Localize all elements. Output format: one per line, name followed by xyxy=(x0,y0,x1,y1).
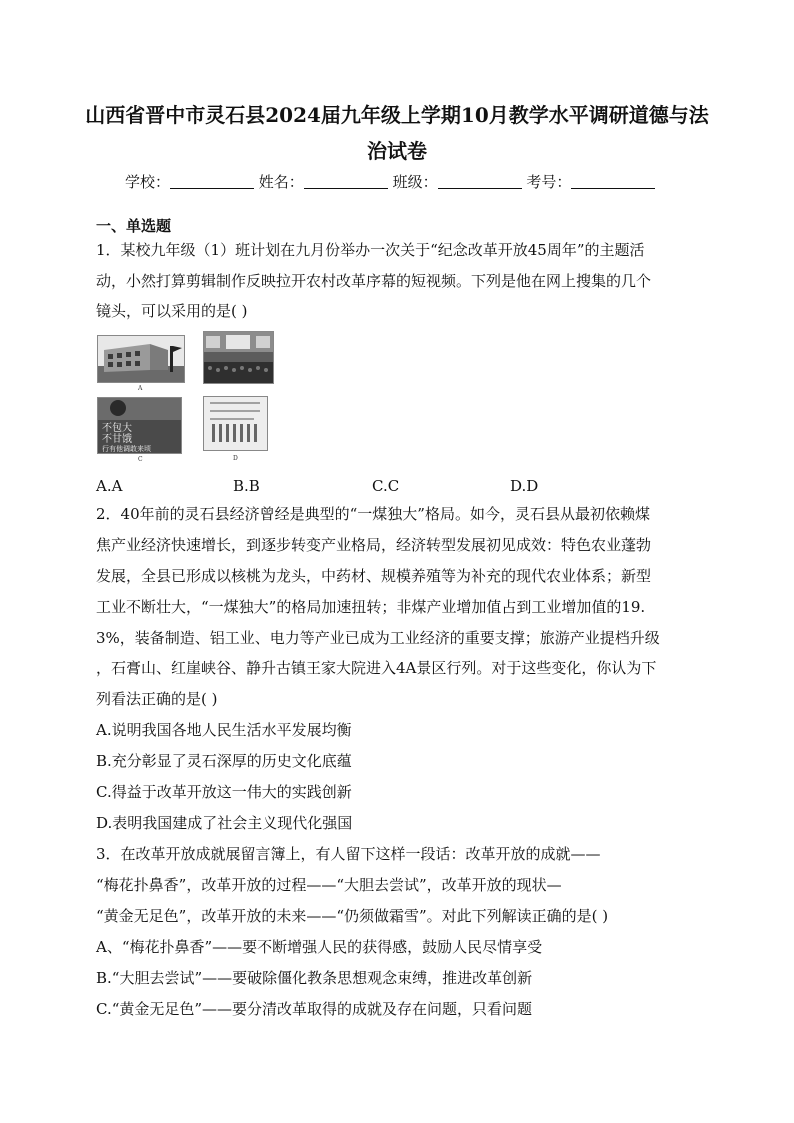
q2-line-6: ，石膏山、红崖峡谷、静升古镇王家大院进入4A景区行列。对于这些变化，你认为下 xyxy=(96,659,657,677)
class-blank[interactable] xyxy=(438,174,522,189)
q1-caption-a: A xyxy=(138,385,143,392)
calligraphy-photo-icon xyxy=(98,398,181,453)
q2-option-d[interactable]: D.表明我国建成了社会主义现代化强国 xyxy=(96,814,353,832)
q1-option-d[interactable]: D.D xyxy=(510,477,539,495)
q1-caption-d: D xyxy=(233,455,238,462)
school-blank[interactable] xyxy=(170,174,254,189)
name-label: 姓名： xyxy=(258,173,304,191)
class-label: 班级： xyxy=(392,173,438,191)
q2-option-b[interactable]: B.充分彰显了灵石深厚的历史文化底蕴 xyxy=(96,752,352,770)
q3-line-3: “黄金无足色”，改革开放的未来——“仍须做霜雪”。对此下列解读正确的是( ) xyxy=(96,907,609,925)
q3-option-b[interactable]: B.“大胆去尝试”——要破除僵化教条思想观念束缚，推进改革创新 xyxy=(96,969,533,987)
exam-title-line2: 治试卷 xyxy=(367,139,427,163)
q2-line-3: 发展，全县已形成以核桃为龙头，中药材、规模养殖等为补充的现代农业体系；新型 xyxy=(96,567,652,585)
number-label: 考号： xyxy=(526,173,572,191)
q1-line-3: 镜头，可以采用的是( ) xyxy=(96,302,248,320)
building-photo-icon xyxy=(98,336,184,382)
q1-image-a xyxy=(97,335,185,383)
q2-option-a[interactable]: A.说明我国各地人民生活水平发展均衡 xyxy=(96,721,352,739)
meeting-hall-photo-icon xyxy=(204,332,273,383)
q1-image-c-text-1: 不包大 xyxy=(102,423,132,434)
q3-line-1: 3．在改革开放成就展留言簿上，有人留下这样一段话：改革开放的成就—— xyxy=(96,845,601,863)
q1-line-2: 动，小然打算剪辑制作反映拉开农村改革序幕的短视频。下列是他在网上搜集的几个 xyxy=(96,272,652,290)
q1-image-b xyxy=(203,331,274,384)
student-info-row xyxy=(125,171,655,192)
exam-title-line1: 山西省晋中市灵石县2024届九年级上学期10月教学水平调研道德与法 xyxy=(85,103,709,127)
section-heading: 一、单选题 xyxy=(96,217,172,235)
number-blank[interactable] xyxy=(571,174,655,189)
q2-line-7: 列看法正确的是( ) xyxy=(96,690,218,708)
q1-image-d xyxy=(203,396,268,451)
q2-line-5: 3%，装备制造、铝工业、电力等产业已成为工业经济的重要支撑；旅游产业提档升级 xyxy=(96,629,660,647)
q1-image-c-text-3: 行有他调敢来顷 xyxy=(102,445,151,453)
q3-option-a[interactable]: A、“梅花扑鼻香”——要不断增强人民的获得感，鼓励人民尽情享受 xyxy=(96,938,543,956)
q3-option-c[interactable]: C.“黄金无足色”——要分清改革取得的成就及存在问题，只看问题 xyxy=(96,1000,533,1018)
q1-image-c-text-2: 不甘饿 xyxy=(102,434,132,445)
q1-option-c[interactable]: C.C xyxy=(372,477,400,495)
q1-option-a[interactable]: A.A xyxy=(96,477,123,495)
q2-line-1: 2．40年前的灵石县经济曾经是典型的“一煤独大”格局。如今，灵石县从最初依赖煤 xyxy=(96,505,650,523)
q1-option-b[interactable]: B.B xyxy=(233,477,260,495)
q2-option-c[interactable]: C.得益于改革开放这一伟大的实践创新 xyxy=(96,783,352,801)
q1-caption-c: C xyxy=(138,456,143,463)
q1-image-c xyxy=(97,397,182,454)
document-scan-icon xyxy=(204,397,267,450)
q2-line-2: 焦产业经济快速增长，到逐步转变产业格局，经济转型发展初见成效：特色农业蓬勃 xyxy=(96,536,652,554)
q2-line-4: 工业不断壮大，“一煤独大”的格局加速扭转；非煤产业增加值占到工业增加值的19. xyxy=(96,598,646,616)
school-label: 学校： xyxy=(125,173,171,191)
q1-line-1: 1．某校九年级（1）班计划在九月份举办一次关于“纪念改革开放45周年”的主题活 xyxy=(96,241,645,259)
name-blank[interactable] xyxy=(304,174,388,189)
q3-line-2: “梅花扑鼻香”，改革开放的过程——“大胆去尝试”，改革开放的现状— xyxy=(96,876,562,894)
